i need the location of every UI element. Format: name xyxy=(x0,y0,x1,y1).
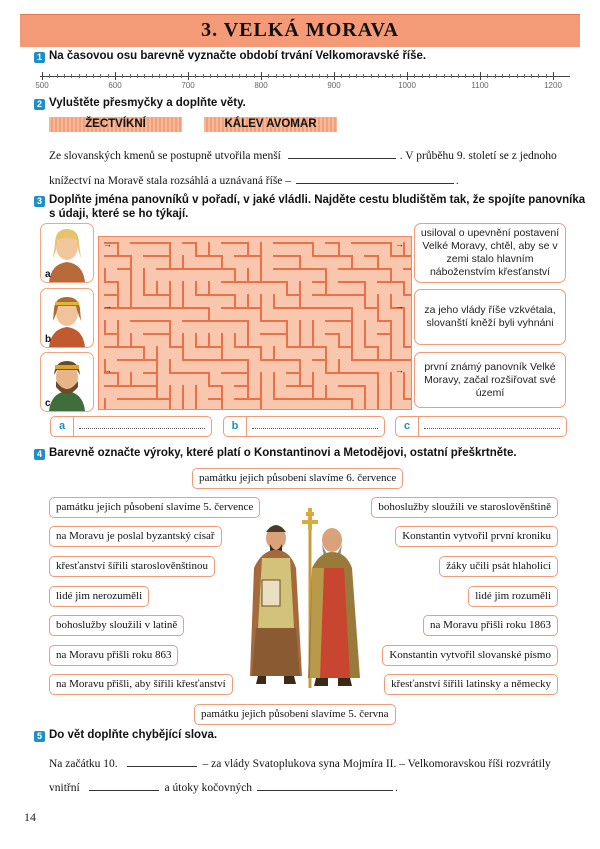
answer-blank[interactable] xyxy=(257,779,393,791)
saints-illustration xyxy=(232,508,372,698)
answer-blank[interactable] xyxy=(127,755,197,767)
timeline-minor-tick xyxy=(232,74,233,78)
timeline-minor-tick xyxy=(173,74,174,78)
timeline-label: 1000 xyxy=(398,81,416,90)
timeline-minor-tick xyxy=(378,74,379,78)
timeline-minor-tick xyxy=(371,74,372,78)
maze-entry-arrow-icon: → xyxy=(103,301,112,311)
sentence-text: vnitřní xyxy=(49,782,80,794)
portrait-label: a xyxy=(45,269,51,280)
answer-blank[interactable] xyxy=(296,172,454,184)
saints-figure-icon xyxy=(232,508,372,698)
sentence-text: . V průběhu 9. století se z jednoho xyxy=(399,150,557,162)
ruler-description-3: první známý panovník Velké Moravy, začal rozšiřovat své území xyxy=(414,352,566,408)
task2-instruction: Vyluštěte přesmyčky a doplňte věty. xyxy=(49,97,246,109)
timeline-minor-tick xyxy=(524,74,525,78)
timeline-minor-tick xyxy=(509,74,510,78)
timeline-major-tick xyxy=(115,72,116,80)
timeline-label: 1200 xyxy=(544,81,562,90)
timeline-minor-tick xyxy=(327,74,328,78)
ruler-portrait-b xyxy=(40,288,94,348)
timeline-minor-tick xyxy=(276,74,277,78)
timeline-minor-tick xyxy=(137,74,138,78)
timeline-minor-tick xyxy=(436,74,437,78)
timeline-minor-tick xyxy=(312,74,313,78)
statement-box[interactable]: na Moravu přišli, aby šířili křesťanství xyxy=(49,674,233,695)
timeline-minor-tick xyxy=(305,74,306,78)
timeline-minor-tick xyxy=(487,74,488,78)
timeline-major-tick xyxy=(553,72,554,80)
timeline-minor-tick xyxy=(414,74,415,78)
statement-box[interactable]: bohoslužby sloužili ve staroslověnštině xyxy=(371,497,558,518)
title-bar xyxy=(20,14,580,47)
statement-box[interactable]: Konstantin vytvořil slovanské písmo xyxy=(382,645,558,666)
answer-box-b[interactable] xyxy=(223,416,385,437)
portrait-label: c xyxy=(45,398,51,409)
statement-box[interactable]: žáky učili psát hlaholicí xyxy=(439,556,558,577)
scramble-word-2: KÁLEV AVOMAR xyxy=(204,117,337,132)
timeline-minor-tick xyxy=(531,74,532,78)
statement-box[interactable]: bohoslužby sloužili v latině xyxy=(49,615,184,636)
task3-instruction-line-2: s údaji, které se ho týkají. xyxy=(49,208,189,220)
maze[interactable] xyxy=(98,236,412,410)
answer-blank[interactable] xyxy=(288,147,396,159)
timeline-minor-tick xyxy=(49,74,50,78)
timeline-label: 800 xyxy=(254,81,268,90)
answer-box-label: c xyxy=(396,417,419,436)
task2-sentence-2 xyxy=(49,172,459,187)
task-number-badge: 4 xyxy=(34,449,45,460)
maze-walls xyxy=(99,237,411,409)
timeline-minor-tick xyxy=(392,74,393,78)
maze-entry-arrow-icon: → xyxy=(103,365,112,375)
timeline-minor-tick xyxy=(210,74,211,78)
timeline-minor-tick xyxy=(246,74,247,78)
timeline-minor-tick xyxy=(195,74,196,78)
timeline-minor-tick xyxy=(290,74,291,78)
timeline-minor-tick xyxy=(144,74,145,78)
task3-instruction-line-1: Doplňte jména panovníků v pořadí, v jaké vládli. Najděte cestu bludištěm tak, že spojíte panovníka xyxy=(49,194,586,206)
scramble-word-1: ŽECTVÍKNÍ xyxy=(49,117,182,132)
sentence-text: a útoky kočovných xyxy=(164,782,253,794)
timeline-minor-tick xyxy=(100,74,101,78)
timeline-minor-tick xyxy=(451,74,452,78)
statement-box[interactable]: památku jejich působení slavíme 5. července xyxy=(49,497,260,518)
timeline-major-tick xyxy=(480,72,481,80)
timeline-minor-tick xyxy=(349,74,350,78)
statement-box[interactable]: křesťanství šířili staroslověnštinou xyxy=(49,556,215,577)
answer-box-label: b xyxy=(224,417,247,436)
ruler-portrait-a xyxy=(40,223,94,283)
timeline-minor-tick xyxy=(79,74,80,78)
timeline-label: 500 xyxy=(35,81,49,90)
timeline-major-tick xyxy=(188,72,189,80)
timeline-minor-tick xyxy=(239,74,240,78)
timeline-minor-tick xyxy=(152,74,153,78)
timeline-minor-tick xyxy=(86,74,87,78)
timeline-minor-tick xyxy=(217,74,218,78)
timeline-minor-tick xyxy=(502,74,503,78)
sentence-text: knížectví na Moravě stala rozsáhlá a uznávaná říše – xyxy=(49,175,292,187)
task5-sentence-1 xyxy=(49,755,551,770)
page-number: 14 xyxy=(24,810,36,824)
timeline-minor-tick xyxy=(495,74,496,78)
timeline-minor-tick xyxy=(130,74,131,78)
timeline-minor-tick xyxy=(57,74,58,78)
timeline-minor-tick xyxy=(538,74,539,78)
answer-dotted-line xyxy=(252,428,378,429)
answer-blank[interactable] xyxy=(89,779,159,791)
ruler-description-1: usiloval o upevnění postavení Velké Moravy, chtěl, aby se v zemi stalo hlavním náboženstvím křesťanství xyxy=(414,223,566,283)
ruler-portrait-c xyxy=(40,352,94,412)
timeline-minor-tick xyxy=(181,74,182,78)
sentence-text: . xyxy=(455,175,459,187)
timeline-minor-tick xyxy=(254,74,255,78)
task4-instruction: Barevně označte výroky, které platí o Konstantinovi a Metodějovi, ostatní přeškrtněte. xyxy=(49,447,517,459)
sentence-text: . xyxy=(394,782,398,794)
timeline-minor-tick xyxy=(473,74,474,78)
timeline-label: 900 xyxy=(327,81,341,90)
timeline-minor-tick xyxy=(465,74,466,78)
timeline-minor-tick xyxy=(122,74,123,78)
timeline-major-tick xyxy=(261,72,262,80)
timeline-label: 700 xyxy=(181,81,195,90)
maze-exit-arrow-icon: → xyxy=(395,239,404,249)
portrait-label: b xyxy=(45,334,52,345)
timeline-minor-tick xyxy=(283,74,284,78)
task-number-badge: 3 xyxy=(34,196,45,207)
timeline-major-tick xyxy=(407,72,408,80)
timeline xyxy=(35,72,570,92)
sentence-text: Na začátku 10. xyxy=(49,758,118,770)
page-title: 3. VELKÁ MORAVA xyxy=(201,19,399,41)
statement-box[interactable]: lidé jim rozuměli xyxy=(468,586,558,607)
statement-box[interactable]: památku jejich působení slavíme 5. června xyxy=(194,704,396,725)
timeline-label: 600 xyxy=(108,81,122,90)
timeline-minor-tick xyxy=(64,74,65,78)
statement-box[interactable]: Konstantin vytvořil první kroniku xyxy=(395,526,558,547)
answer-box-c[interactable] xyxy=(395,416,567,437)
timeline-major-tick xyxy=(42,72,43,80)
timeline-minor-tick xyxy=(203,74,204,78)
timeline-minor-tick xyxy=(429,74,430,78)
task-number-badge: 1 xyxy=(34,52,45,63)
timeline-minor-tick xyxy=(268,74,269,78)
answer-dotted-line xyxy=(424,428,560,429)
timeline-minor-tick xyxy=(422,74,423,78)
timeline-minor-tick xyxy=(400,74,401,78)
ruler-description-2: za jeho vlády říše vzkvétala, slovanští kněží byli vyhnáni xyxy=(414,289,566,345)
timeline-minor-tick xyxy=(517,74,518,78)
timeline-label: 1100 xyxy=(471,81,489,90)
maze-exit-arrow-icon: → xyxy=(395,365,404,375)
statement-box[interactable]: na Moravu přišli roku 1863 xyxy=(423,615,558,636)
timeline-major-tick xyxy=(334,72,335,80)
task5-sentence-2 xyxy=(49,779,398,794)
statement-box[interactable]: křesťanství šířili latinsky a německy xyxy=(384,674,558,695)
task-number-badge: 2 xyxy=(34,99,45,110)
answer-box-a[interactable] xyxy=(50,416,212,437)
timeline-minor-tick xyxy=(458,74,459,78)
sentence-text: – za vlády Svatoplukova syna Mojmíra II. – Velkomoravskou říši rozvrátily xyxy=(202,758,551,770)
timeline-minor-tick xyxy=(159,74,160,78)
answer-dotted-line xyxy=(79,428,205,429)
timeline-minor-tick xyxy=(356,74,357,78)
task1-instruction: Na časovou osu barevně vyznačte období trvání Velkomoravské říše. xyxy=(49,50,427,62)
timeline-minor-tick xyxy=(166,74,167,78)
timeline-minor-tick xyxy=(108,74,109,78)
timeline-minor-tick xyxy=(546,74,547,78)
task2-sentence-1 xyxy=(49,147,557,162)
statement-box[interactable]: na Moravu je poslal byzantský císař xyxy=(49,526,222,547)
sentence-text: Ze slovanských kmenů se postupně utvořila menší xyxy=(49,150,281,162)
statement-box[interactable]: lidé jim nerozuměli xyxy=(49,586,149,607)
timeline-minor-tick xyxy=(444,74,445,78)
statement-box[interactable]: na Moravu přišli roku 863 xyxy=(49,645,178,666)
timeline-minor-tick xyxy=(385,74,386,78)
timeline-minor-tick xyxy=(319,74,320,78)
timeline-minor-tick xyxy=(225,74,226,78)
maze-entry-arrow-icon: → xyxy=(103,239,112,249)
task-number-badge: 5 xyxy=(34,731,45,742)
timeline-minor-tick xyxy=(93,74,94,78)
timeline-minor-tick xyxy=(298,74,299,78)
timeline-minor-tick xyxy=(71,74,72,78)
task5-instruction: Do vět doplňte chybějící slova. xyxy=(49,729,218,741)
timeline-minor-tick xyxy=(341,74,342,78)
timeline-minor-tick xyxy=(363,74,364,78)
maze-exit-arrow-icon: → xyxy=(395,301,404,311)
statement-box[interactable]: památku jejich působení slavíme 6. července xyxy=(192,468,403,489)
answer-box-label: a xyxy=(51,417,74,436)
